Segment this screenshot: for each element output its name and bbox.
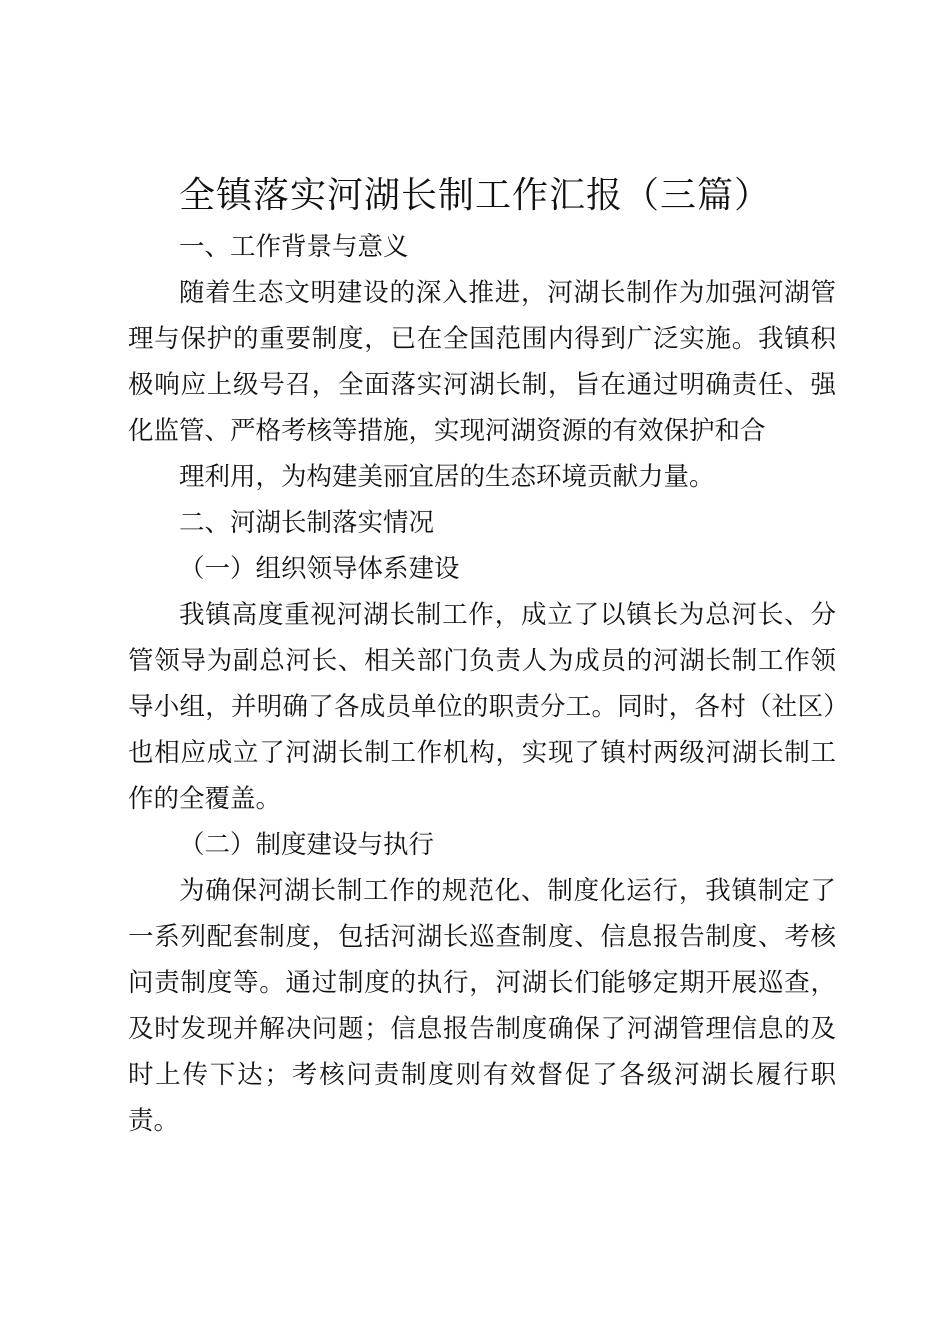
- paragraph-background-continued: 理利用，为构建美丽宜居的生态环境贡献力量。: [179, 462, 715, 492]
- paragraph-system: 为确保河湖长制工作的规范化、制度化运行，我镇制定了一系列配套制度，包括河湖长巡查制度、信息报告制度、考核问责制度等。通过制度的执行，河湖长们能够定期开展巡查，及时发现并解决问题；信息报告制度确保了河湖管理信息的及时上传下达；考核问责制度则有效督促了各级河湖长履行职责。: [128, 876, 836, 1136]
- section-heading-implementation: 二、河湖长制落实情况: [179, 508, 435, 538]
- subsection-heading-system: （二）制度建设与执行: [179, 830, 435, 860]
- subsection-heading-organization: （一）组织领导体系建设: [179, 554, 460, 584]
- document-body: [128, 224, 836, 1144]
- paragraph-background: 随着生态文明建设的深入推进，河湖长制作为加强河湖管理与保护的重要制度，已在全国范围内得到广泛实施。我镇积极响应上级号召，全面落实河湖长制，旨在通过明确责任、强化监管、严格考核等措施，实现河湖资源的有效保护和合: [128, 278, 836, 446]
- section-heading-background: 一、工作背景与意义: [179, 232, 409, 262]
- document-title: 全镇落实河湖长制工作汇报（三篇）: [178, 175, 771, 216]
- paragraph-organization: 我镇高度重视河湖长制工作，成立了以镇长为总河长、分管领导为副总河长、相关部门负责人为成员的河湖长制工作领导小组，并明确了各成员单位的职责分工。同时，各村（社区）也相应成立了河湖长制工作机构，实现了镇村两级河湖长制工作的全覆盖。: [128, 600, 836, 814]
